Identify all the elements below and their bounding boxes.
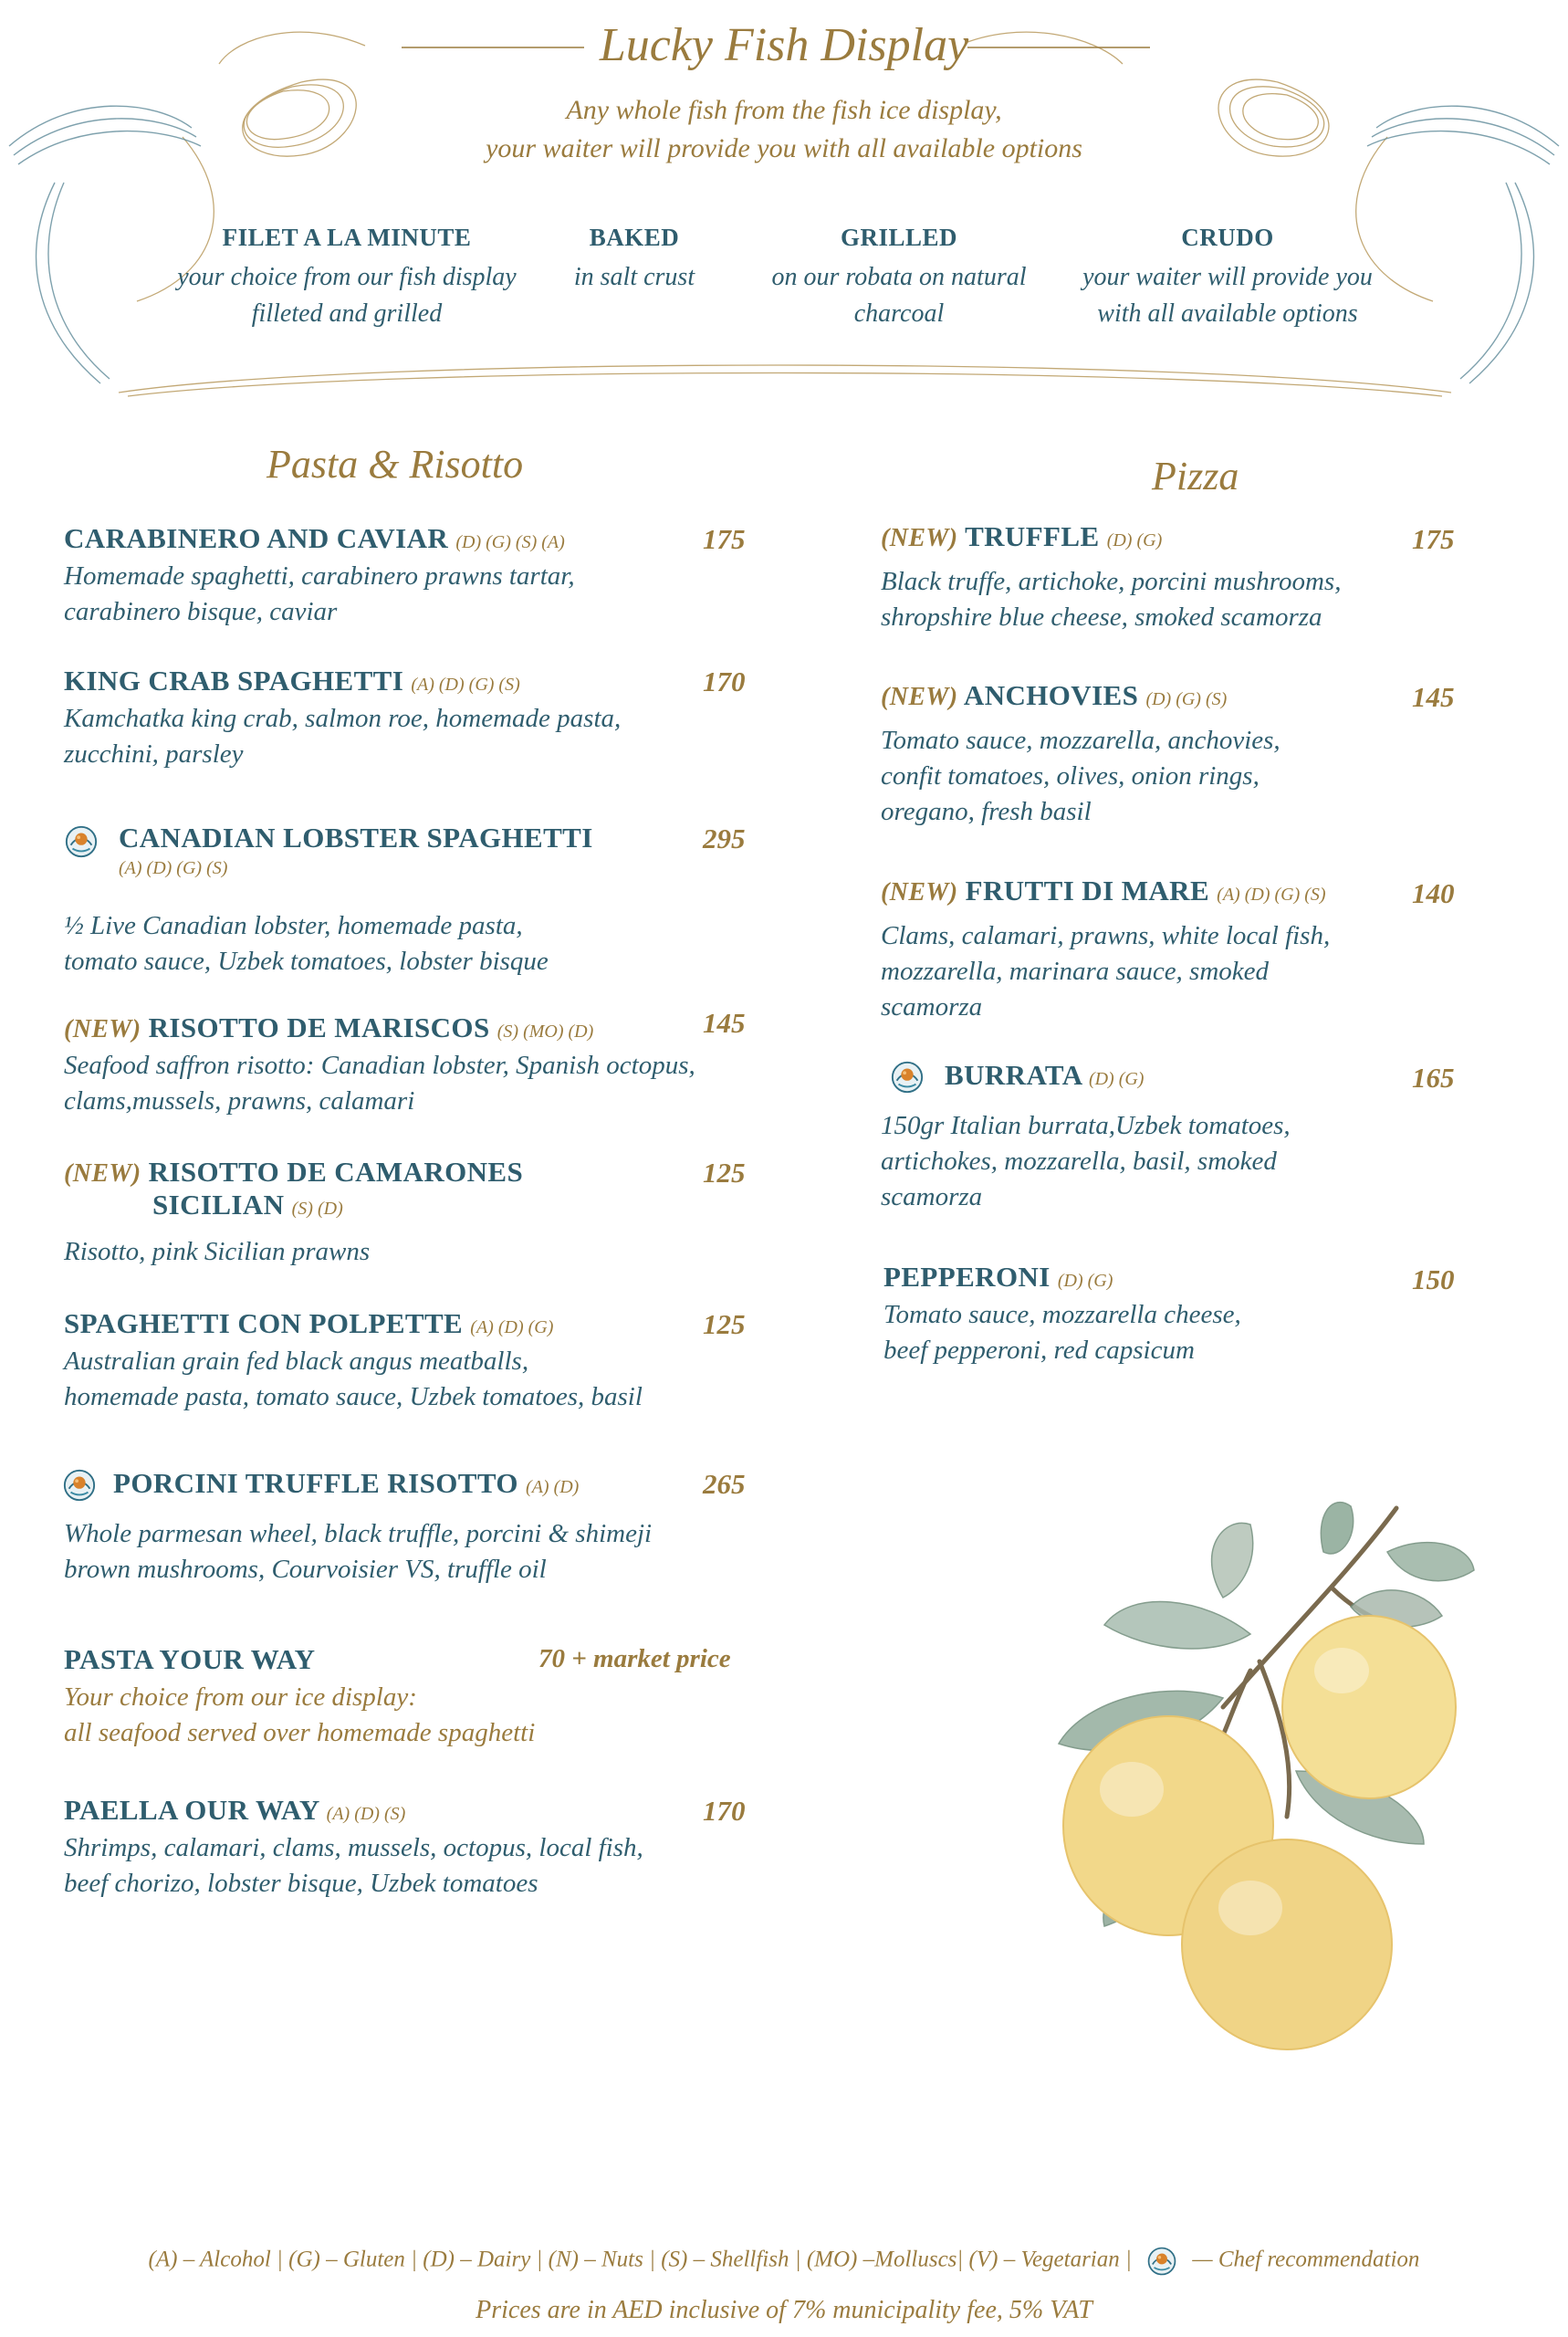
item-desc: Risotto, pink Sicilian prawns — [64, 1237, 371, 1266]
menu-item: (NEW) TRUFFLE (D) (G) Black truffe, artichoke, porcini mushrooms, shropshire blue cheese, smoked scamorza — [881, 520, 1392, 635]
new-badge: NEW — [889, 683, 949, 711]
chef-recommendation-icon — [64, 824, 99, 859]
allergens: (D) (G) (S) (A) — [455, 532, 565, 552]
item-desc: Whole parmesan wheel, black truffle, porcini & shimeji brown mushrooms, Courvoisier VS, truffle oil — [64, 1519, 653, 1584]
menu-item: (NEW) ANCHOVIES (D) (G) (S) Tomato sauce, mozzarella, anchovies, confit tomatoes, olives, onion rings, oregano, fresh basil — [881, 679, 1392, 830]
lemon-branch-illustration — [949, 1497, 1497, 2063]
item-price: 170 — [703, 665, 746, 697]
item-price: 295 — [703, 823, 746, 854]
item-name: RISOTTO DE CAMARONES — [148, 1156, 524, 1188]
item-name-cont: SICILIAN — [152, 1189, 285, 1221]
menu-item — [119, 822, 703, 879]
item-desc: Kamchatka king crab, salmon roe, homemade pasta, zucchini, parsley — [64, 704, 622, 769]
menu-item — [113, 1467, 697, 1500]
menu-item: (NEW) FRUTTI DI MARE (A) (D) (G) (S) Clams, calamari, prawns, white local fish, mozzarella, marinara sauce, smoked scamorza — [881, 875, 1392, 1025]
item-price: 145 — [1412, 681, 1455, 713]
item-price: 150 — [1412, 1263, 1455, 1295]
item-name: SPAGHETTI CON POLPETTE — [64, 1307, 464, 1339]
new-badge: NEW — [72, 1015, 132, 1043]
fish-display-subtitle — [0, 91, 1568, 168]
allergens: (A) (D) (G) (S) — [411, 675, 520, 695]
item-price: 170 — [703, 1795, 746, 1827]
section-title-pasta: Pasta & Risotto — [267, 442, 524, 487]
item-price: 70 + market price — [538, 1644, 731, 1673]
item-desc: Tomato sauce, mozzarella cheese, beef pepperoni, red capsicum — [883, 1300, 1241, 1365]
allergens: (A) (D) (G) (S) — [119, 858, 228, 878]
item-desc: ½ Live Canadian lobster, homemade pasta, tomato sauce, Uzbek tomatoes, lobster bisque — [64, 911, 549, 976]
menu-item — [64, 665, 703, 772]
item-price: 140 — [1412, 877, 1455, 909]
allergens: (S) (MO) (D) — [497, 1022, 594, 1042]
option-name: CRUDO — [1181, 224, 1274, 251]
item-name: TRUFFLE — [965, 520, 1100, 552]
allergens: (A) (D) (G) (S) — [1217, 885, 1326, 905]
allergens: (S) (D) — [291, 1199, 343, 1219]
item-desc: Clams, calamari, prawns, white local fish, mozzarella, marinara sauce, smoked scamorza — [881, 921, 1331, 1022]
option-name: FILET A LA MINUTE — [222, 224, 472, 251]
menu-item — [945, 1059, 1401, 1092]
option-crudo — [1068, 224, 1387, 332]
price-note: Prices are in AED inclusive of 7% municipality fee, 5% VAT — [476, 2296, 1092, 2324]
chef-recommendation-icon — [890, 1060, 925, 1095]
item-desc: Seafood saffron risotto: Canadian lobster, Spanish octopus, clams,mussels, prawns, calamari — [64, 1051, 695, 1116]
menu-item — [64, 1794, 703, 1902]
new-badge: NEW — [889, 524, 949, 552]
item-name: BURRATA — [945, 1059, 1082, 1091]
item-price: 165 — [1412, 1062, 1455, 1094]
option-desc: your waiter will provide you with all available options — [1082, 263, 1373, 328]
chef-label: — Chef recommendation — [1192, 2247, 1420, 2272]
option-desc: on our robata on natural charcoal — [771, 263, 1027, 328]
subtitle-line: Any whole fish from the fish ice display, — [566, 95, 1002, 125]
item-desc: Australian grain fed black angus meatballs, homemade pasta, tomato sauce, Uzbek tomatoes, basil — [64, 1347, 643, 1411]
option-desc: in salt crust — [573, 263, 695, 291]
item-name: FRUTTI DI MARE — [965, 875, 1210, 907]
item-name: ANCHOVIES — [963, 679, 1139, 711]
item-name: PEPPERONI — [883, 1261, 1051, 1293]
new-badge: NEW — [889, 878, 949, 907]
item-desc: 150gr Italian burrata,Uzbek tomatoes, artichokes, mozzarella, basil, smoked scamorza — [881, 1111, 1291, 1211]
new-badge: NEW — [72, 1159, 132, 1188]
item-price: 145 — [703, 1007, 746, 1039]
subtitle-line: your waiter will provide you with all available options — [486, 133, 1082, 163]
allergens: (D) (G) — [1057, 1271, 1113, 1291]
allergens: (D) (G) — [1088, 1069, 1145, 1089]
fish-display-title: Lucky Fish Display — [599, 19, 969, 71]
item-desc: Tomato sauce, mozzarella, anchovies, confit tomatoes, olives, onion rings, oregano, fresh basil — [881, 726, 1281, 826]
item-name: CANADIAN LOBSTER SPAGHETTI — [119, 822, 593, 854]
item-name: KING CRAB SPAGHETTI — [64, 665, 404, 697]
option-filet — [155, 224, 538, 332]
item-desc: Black truffe, artichoke, porcini mushrooms, shropshire blue cheese, smoked scamorza — [881, 567, 1342, 632]
option-name: GRILLED — [840, 224, 958, 251]
allergens: (A) (D) (G) — [470, 1317, 554, 1337]
item-price: 175 — [1412, 523, 1455, 555]
item-price: 125 — [703, 1157, 746, 1189]
legend-text: (A) – Alcohol | (G) – Gluten | (D) – Dairy | (N) – Nuts | (S) – Shellfish | (MO) –Molluscs| (V) – Vegetarian | — [148, 2247, 1132, 2272]
menu-item — [64, 1307, 703, 1415]
menu-item: (NEW) RISOTTO DE CAMARONES SICILIAN (S) (D) Risotto, pink Sicilian prawns — [64, 1156, 703, 1270]
item-name: PAELLA OUR WAY — [64, 1794, 319, 1826]
item-price: 125 — [703, 1308, 746, 1340]
option-grilled — [748, 224, 1050, 332]
item-price: 265 — [703, 1468, 746, 1500]
option-baked — [548, 224, 721, 296]
allergens: (D) (G) (S) — [1145, 689, 1228, 709]
item-desc: Your choice from our ice display: all seafood served over homemade spaghetti — [64, 1682, 536, 1747]
item-name: CARABINERO AND CAVIAR — [64, 522, 449, 554]
item-price: 175 — [703, 523, 746, 555]
chef-recommendation-icon — [1146, 2246, 1177, 2277]
item-desc: Homemade spaghetti, carabinero prawns tartar, carabinero bisque, caviar — [64, 561, 575, 626]
section-title-pizza: Pizza — [1152, 454, 1239, 498]
item-desc: Shrimps, calamari, clams, mussels, octopus, local fish, beef chorizo, lobster bisque, Uzbek tomatoes — [64, 1833, 643, 1898]
item-name: PORCINI TRUFFLE RISOTTO — [113, 1467, 518, 1499]
item-name: PASTA YOUR WAY — [64, 1643, 316, 1675]
allergens: (D) (G) — [1106, 530, 1163, 550]
option-desc: your choice from our fish display filleted and grilled — [177, 263, 517, 328]
allergens: (A) (D) (S) — [326, 1804, 406, 1824]
allergens: (A) (D) — [526, 1477, 580, 1497]
allergen-legend — [0, 2246, 1568, 2277]
chef-recommendation-icon — [62, 1468, 97, 1503]
option-name: BAKED — [589, 224, 680, 251]
menu-item: (NEW) RISOTTO DE MARISCOS (S) (MO) (D) Seafood saffron risotto: Canadian lobster, Spanish octopus, clams,mussels, prawns, calamari — [64, 1011, 721, 1119]
menu-item — [64, 522, 703, 630]
menu-item — [883, 1261, 1395, 1368]
item-name: RISOTTO DE MARISCOS — [148, 1011, 490, 1043]
